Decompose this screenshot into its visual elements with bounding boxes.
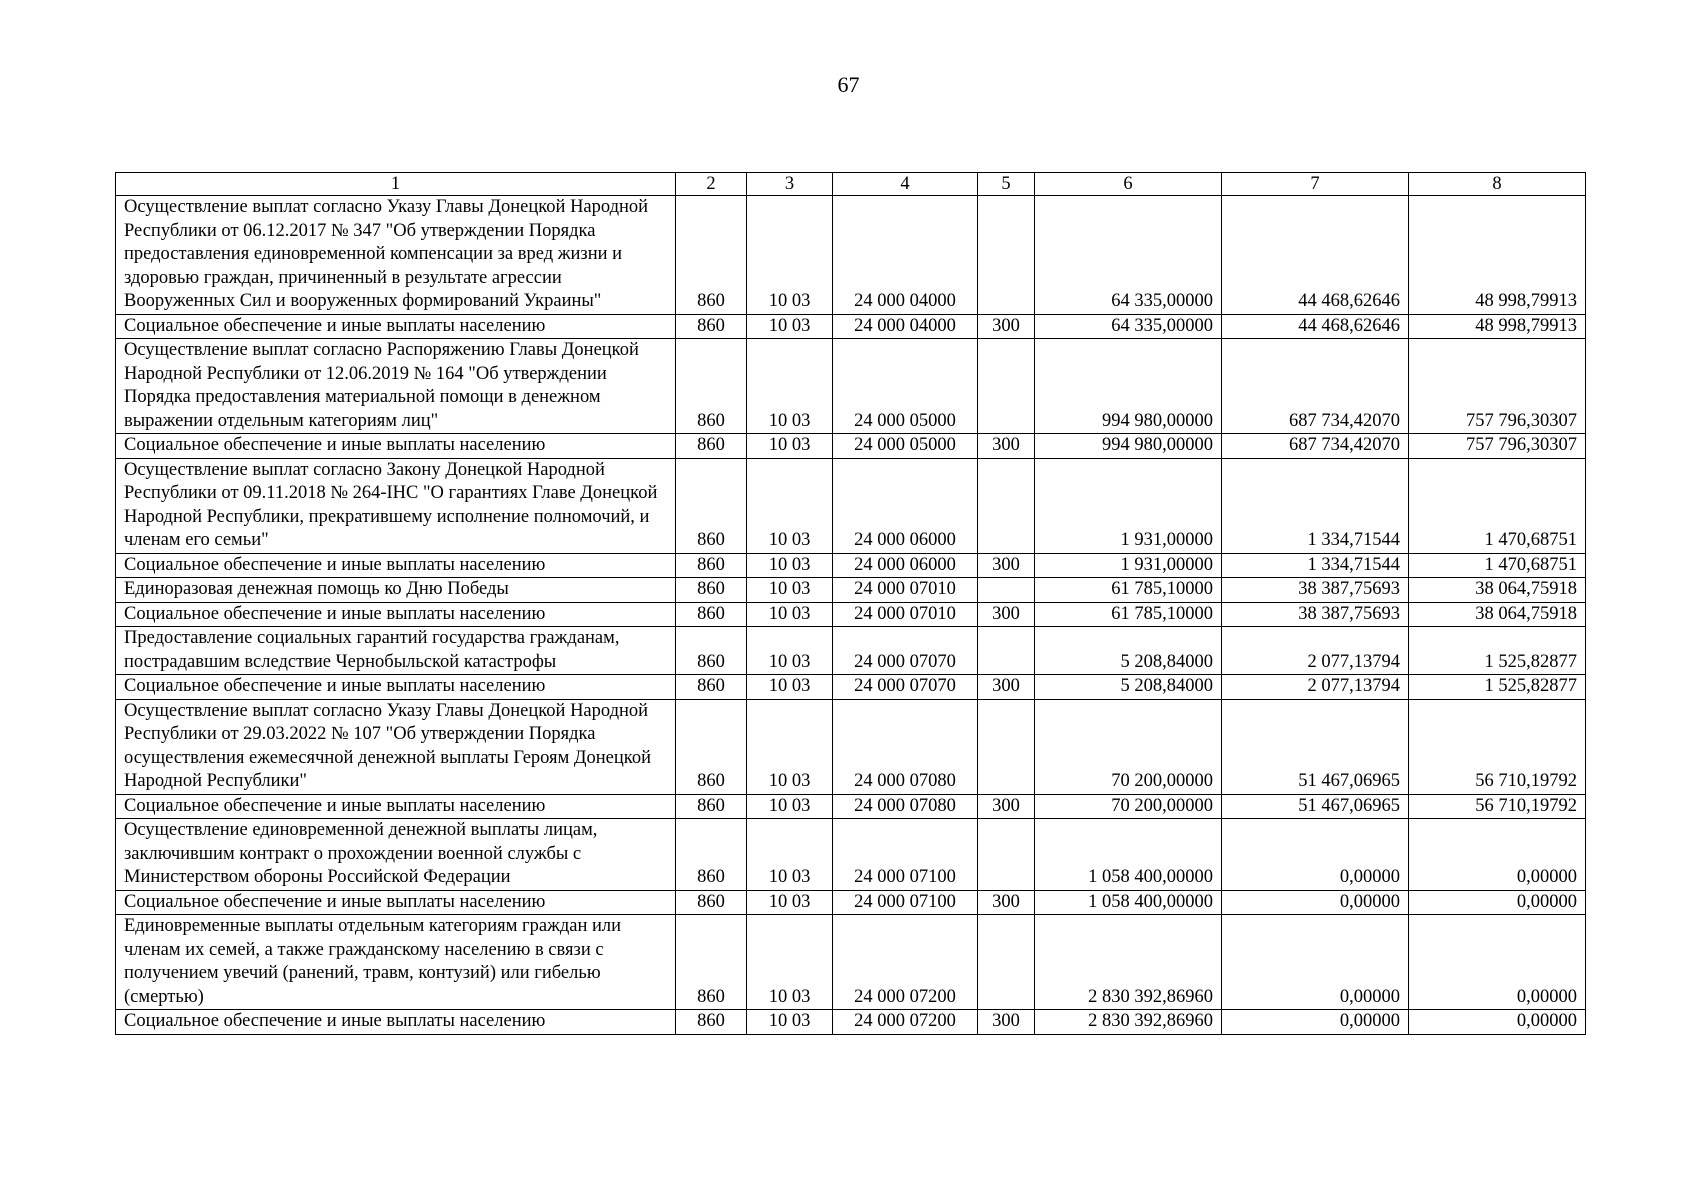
table-header-row [116, 173, 1586, 196]
column-header: 3 [747, 173, 833, 196]
budget-table [115, 172, 1586, 1035]
amount-col8-cell: 56 710,19792 [1409, 794, 1586, 819]
table-row [116, 314, 1586, 339]
row-name-cell: Социальное обеспечение и иные выплаты населению [116, 602, 676, 627]
amount-col7-cell: 44 468,62646 [1222, 196, 1409, 315]
expense-type-cell: 300 [978, 1010, 1035, 1035]
target-article-cell: 24 000 04000 [833, 196, 978, 315]
amount-col7-cell: 0,00000 [1222, 819, 1409, 891]
target-article-cell: 24 000 07010 [833, 602, 978, 627]
target-article-cell: 24 000 07200 [833, 1010, 978, 1035]
chapter-code-cell: 860 [676, 314, 747, 339]
chapter-code-cell: 860 [676, 699, 747, 794]
amount-col8-cell: 757 796,30307 [1409, 339, 1586, 434]
target-article-cell: 24 000 05000 [833, 434, 978, 459]
table-row [116, 627, 1586, 675]
amount-col7-cell: 2 077,13794 [1222, 675, 1409, 700]
section-code-cell: 10 03 [747, 458, 833, 553]
amount-col8-cell: 48 998,79913 [1409, 196, 1586, 315]
amount-col7-cell: 38 387,75693 [1222, 578, 1409, 603]
table-row [116, 602, 1586, 627]
target-article-cell: 24 000 07200 [833, 915, 978, 1010]
chapter-code-cell: 860 [676, 890, 747, 915]
row-name-cell: Предоставление социальных гарантий государства гражданам, пострадавшим вследствие Чернобыльской катастрофы [116, 627, 676, 675]
chapter-code-cell: 860 [676, 627, 747, 675]
row-name-cell: Осуществление выплат согласно Закону Донецкой Народной Республики от 09.11.2018 № 264-IНС "О гарантиях Главе Донецкой Народной Республики, прекратившему исполнение полномочий, и членам его семьи" [116, 458, 676, 553]
column-header: 7 [1222, 173, 1409, 196]
row-name-cell: Социальное обеспечение и иные выплаты населению [116, 675, 676, 700]
section-code-cell: 10 03 [747, 553, 833, 578]
row-name-cell: Осуществление единовременной денежной выплаты лицам, заключившим контракт о прохождении военной службы с Министерством обороны Российской Федерации [116, 819, 676, 891]
row-name-cell: Осуществление выплат согласно Указу Главы Донецкой Народной Республики от 06.12.2017 № 347 "Об утверждении Порядка предоставления единовременной компенсации за вред жизни и здоровью граждан, причиненный в результате агрессии Вооруженных Сил и вооруженных формирований Украины" [116, 196, 676, 315]
amount-col8-cell: 0,00000 [1409, 915, 1586, 1010]
amount-col6-cell: 1 931,00000 [1035, 553, 1222, 578]
section-code-cell: 10 03 [747, 578, 833, 603]
expense-type-cell [978, 578, 1035, 603]
target-article-cell: 24 000 07080 [833, 794, 978, 819]
expense-type-cell: 300 [978, 602, 1035, 627]
column-header: 1 [116, 173, 676, 196]
chapter-code-cell: 860 [676, 196, 747, 315]
row-name-cell: Социальное обеспечение и иные выплаты населению [116, 314, 676, 339]
chapter-code-cell: 860 [676, 915, 747, 1010]
amount-col6-cell: 64 335,00000 [1035, 314, 1222, 339]
table-row [116, 1010, 1586, 1035]
chapter-code-cell: 860 [676, 794, 747, 819]
table-row [116, 915, 1586, 1010]
column-header: 5 [978, 173, 1035, 196]
table-row [116, 890, 1586, 915]
expense-type-cell: 300 [978, 890, 1035, 915]
amount-col7-cell: 44 468,62646 [1222, 314, 1409, 339]
amount-col7-cell: 687 734,42070 [1222, 434, 1409, 459]
target-article-cell: 24 000 05000 [833, 339, 978, 434]
table-row [116, 458, 1586, 553]
amount-col6-cell: 5 208,84000 [1035, 627, 1222, 675]
amount-col7-cell: 1 334,71544 [1222, 458, 1409, 553]
chapter-code-cell: 860 [676, 578, 747, 603]
amount-col7-cell: 51 467,06965 [1222, 794, 1409, 819]
amount-col7-cell: 1 334,71544 [1222, 553, 1409, 578]
expense-type-cell: 300 [978, 675, 1035, 700]
target-article-cell: 24 000 06000 [833, 458, 978, 553]
amount-col8-cell: 0,00000 [1409, 890, 1586, 915]
expense-type-cell [978, 196, 1035, 315]
target-article-cell: 24 000 06000 [833, 553, 978, 578]
amount-col6-cell: 994 980,00000 [1035, 339, 1222, 434]
table-row [116, 819, 1586, 891]
amount-col7-cell: 687 734,42070 [1222, 339, 1409, 434]
target-article-cell: 24 000 07070 [833, 627, 978, 675]
chapter-code-cell: 860 [676, 339, 747, 434]
section-code-cell: 10 03 [747, 1010, 833, 1035]
section-code-cell: 10 03 [747, 675, 833, 700]
expense-type-cell: 300 [978, 434, 1035, 459]
row-name-cell: Осуществление выплат согласно Указу Главы Донецкой Народной Республики от 29.03.2022 № 107 "Об утверждении Порядка осуществления ежемесячной денежной выплаты Героям Донецкой Народной Республики" [116, 699, 676, 794]
amount-col8-cell: 48 998,79913 [1409, 314, 1586, 339]
amount-col6-cell: 1 931,00000 [1035, 458, 1222, 553]
section-code-cell: 10 03 [747, 627, 833, 675]
table-row [116, 553, 1586, 578]
expense-type-cell [978, 339, 1035, 434]
amount-col7-cell: 38 387,75693 [1222, 602, 1409, 627]
amount-col7-cell: 0,00000 [1222, 890, 1409, 915]
row-name-cell: Социальное обеспечение и иные выплаты населению [116, 794, 676, 819]
amount-col7-cell: 51 467,06965 [1222, 699, 1409, 794]
amount-col8-cell: 0,00000 [1409, 819, 1586, 891]
section-code-cell: 10 03 [747, 794, 833, 819]
amount-col8-cell: 1 525,82877 [1409, 627, 1586, 675]
amount-col8-cell: 1 470,68751 [1409, 553, 1586, 578]
amount-col8-cell: 1 470,68751 [1409, 458, 1586, 553]
column-header: 8 [1409, 173, 1586, 196]
amount-col6-cell: 2 830 392,86960 [1035, 915, 1222, 1010]
column-header: 4 [833, 173, 978, 196]
amount-col8-cell: 1 525,82877 [1409, 675, 1586, 700]
column-header: 2 [676, 173, 747, 196]
target-article-cell: 24 000 07100 [833, 890, 978, 915]
amount-col7-cell: 2 077,13794 [1222, 627, 1409, 675]
target-article-cell: 24 000 07100 [833, 819, 978, 891]
expense-type-cell [978, 627, 1035, 675]
row-name-cell: Социальное обеспечение и иные выплаты населению [116, 553, 676, 578]
amount-col6-cell: 70 200,00000 [1035, 794, 1222, 819]
amount-col6-cell: 1 058 400,00000 [1035, 819, 1222, 891]
expense-type-cell [978, 458, 1035, 553]
row-name-cell: Социальное обеспечение и иные выплаты населению [116, 1010, 676, 1035]
expense-type-cell [978, 699, 1035, 794]
column-header: 6 [1035, 173, 1222, 196]
chapter-code-cell: 860 [676, 675, 747, 700]
amount-col8-cell: 757 796,30307 [1409, 434, 1586, 459]
chapter-code-cell: 860 [676, 1010, 747, 1035]
amount-col7-cell: 0,00000 [1222, 915, 1409, 1010]
amount-col6-cell: 61 785,10000 [1035, 602, 1222, 627]
chapter-code-cell: 860 [676, 602, 747, 627]
section-code-cell: 10 03 [747, 196, 833, 315]
amount-col6-cell: 994 980,00000 [1035, 434, 1222, 459]
target-article-cell: 24 000 07010 [833, 578, 978, 603]
target-article-cell: 24 000 04000 [833, 314, 978, 339]
amount-col8-cell: 56 710,19792 [1409, 699, 1586, 794]
chapter-code-cell: 860 [676, 819, 747, 891]
table-body [116, 196, 1586, 1035]
section-code-cell: 10 03 [747, 819, 833, 891]
chapter-code-cell: 860 [676, 434, 747, 459]
page-number: 67 [837, 72, 860, 97]
amount-col6-cell: 61 785,10000 [1035, 578, 1222, 603]
amount-col6-cell: 5 208,84000 [1035, 675, 1222, 700]
row-name-cell: Социальное обеспечение и иные выплаты населению [116, 890, 676, 915]
expense-type-cell [978, 819, 1035, 891]
table-row [116, 699, 1586, 794]
table-row [116, 578, 1586, 603]
amount-col6-cell: 2 830 392,86960 [1035, 1010, 1222, 1035]
section-code-cell: 10 03 [747, 339, 833, 434]
section-code-cell: 10 03 [747, 915, 833, 1010]
table-row [116, 434, 1586, 459]
section-code-cell: 10 03 [747, 699, 833, 794]
chapter-code-cell: 860 [676, 553, 747, 578]
amount-col7-cell: 0,00000 [1222, 1010, 1409, 1035]
expense-type-cell: 300 [978, 794, 1035, 819]
table-row [116, 794, 1586, 819]
table-row [116, 675, 1586, 700]
row-name-cell: Единовременные выплаты отдельным категориям граждан или членам их семей, а также гражданскому населению в связи с получением увечий (ранений, травм, контузий) или гибелью (смертью) [116, 915, 676, 1010]
section-code-cell: 10 03 [747, 602, 833, 627]
amount-col6-cell: 1 058 400,00000 [1035, 890, 1222, 915]
amount-col8-cell: 0,00000 [1409, 1010, 1586, 1035]
target-article-cell: 24 000 07080 [833, 699, 978, 794]
row-name-cell: Социальное обеспечение и иные выплаты населению [116, 434, 676, 459]
section-code-cell: 10 03 [747, 434, 833, 459]
expense-type-cell [978, 915, 1035, 1010]
section-code-cell: 10 03 [747, 314, 833, 339]
chapter-code-cell: 860 [676, 458, 747, 553]
row-name-cell: Единоразовая денежная помощь ко Дню Победы [116, 578, 676, 603]
expense-type-cell: 300 [978, 314, 1035, 339]
amount-col8-cell: 38 064,75918 [1409, 602, 1586, 627]
table-row [116, 196, 1586, 315]
amount-col6-cell: 64 335,00000 [1035, 196, 1222, 315]
section-code-cell: 10 03 [747, 890, 833, 915]
amount-col8-cell: 38 064,75918 [1409, 578, 1586, 603]
expense-type-cell: 300 [978, 553, 1035, 578]
row-name-cell: Осуществление выплат согласно Распоряжению Главы Донецкой Народной Республики от 12.06.2019 № 164 "Об утверждении Порядка предоставления материальной помощи в денежном выражении отдельным категориям лиц" [116, 339, 676, 434]
target-article-cell: 24 000 07070 [833, 675, 978, 700]
table-row [116, 339, 1586, 434]
amount-col6-cell: 70 200,00000 [1035, 699, 1222, 794]
